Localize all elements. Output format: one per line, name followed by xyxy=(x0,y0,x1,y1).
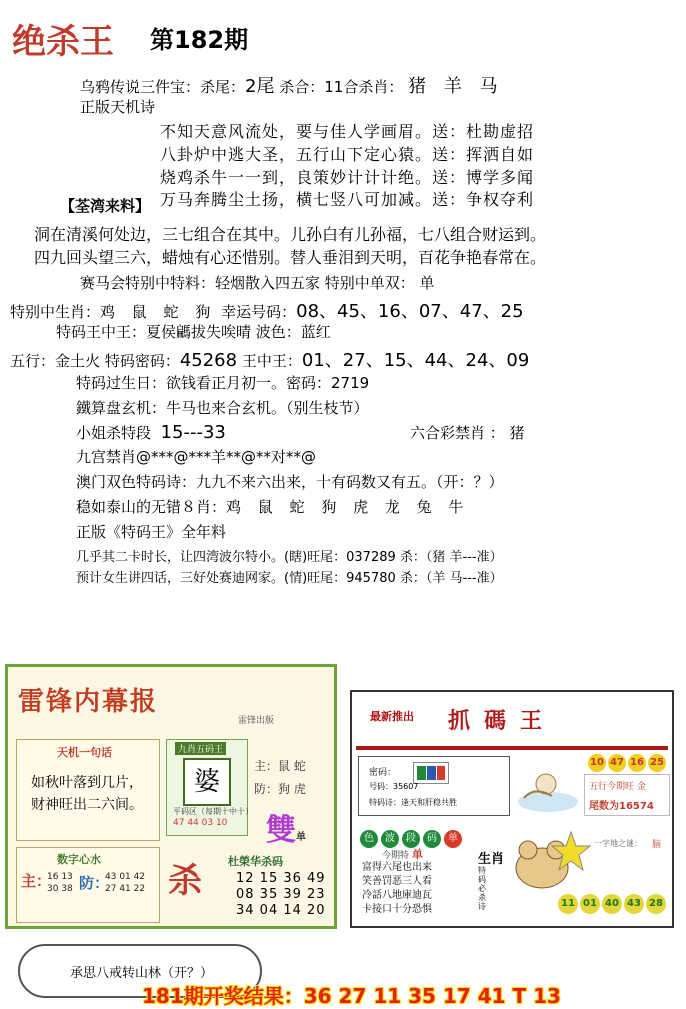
tmbx-label: 特码必杀诗 xyxy=(478,866,486,911)
riddle-answer: 脑 xyxy=(652,840,662,850)
dan-label: 今期特 xyxy=(382,851,410,861)
cartoon-icon xyxy=(512,762,584,820)
zhu-label: 主： xyxy=(21,872,52,890)
page-title: 绝杀王 xyxy=(12,22,114,62)
shuzi-box xyxy=(16,847,160,923)
xiaojie-line xyxy=(76,422,226,443)
tebie-label: 特别中生肖： xyxy=(10,303,101,321)
number-ball: 11 xyxy=(558,894,578,914)
guoshengri-line: 特码过生日：欲钱看正月初一。密码：2719 xyxy=(76,374,370,392)
mima-label: 特码密码： xyxy=(104,352,180,370)
poem-line: 八卦炉中逃大圣，五行山下定心猿。送：挥洒自如 xyxy=(160,145,535,164)
poem-label: 正版天机诗 xyxy=(80,98,156,116)
zhu-fang xyxy=(254,757,306,797)
wuxing-box xyxy=(584,774,670,816)
wuya-tail: 2尾 xyxy=(245,76,275,97)
zhengban-line: 正版《特码王》全年料 xyxy=(76,523,227,541)
jiugong-line: 九宫禁肖@***@***羊**@**对**@ xyxy=(76,448,317,466)
leifeng-subtitle: 雷锋出版 xyxy=(238,716,275,726)
shuang-char xyxy=(266,805,306,849)
jiuxiao-box xyxy=(166,739,253,836)
tema-poem: 特码诗：逢天和肝稳共胜 xyxy=(369,798,457,807)
number-ball: 16 xyxy=(628,754,646,772)
fang-label: 防： xyxy=(79,874,110,892)
star-cartoon-icon xyxy=(550,830,592,876)
wuxing-value: 金土火 xyxy=(55,352,101,370)
xiaojie-label: 小姐杀特段 xyxy=(76,424,152,442)
wuya-line xyxy=(80,72,504,98)
saima-line: 赛马会特别中特料：轻烟散入四五家 特别中单双： 单 xyxy=(80,274,435,292)
tianji-title: 天机一句话 xyxy=(57,746,112,759)
quanwan-line: 洞在清溪何处边，三七组合在其中。儿孙白有儿孙福，七八组合财运到。 xyxy=(34,225,547,244)
tianji-line: 如秋叶落到几片， xyxy=(31,775,143,791)
title-divider xyxy=(356,746,668,750)
number-ball: 28 xyxy=(646,894,666,914)
cloud-text: 承思八戒转山林（开？） xyxy=(70,966,214,981)
wenru-line xyxy=(76,496,469,517)
tebie-zodiacs: 鸡 鼠 蛇 狗 xyxy=(100,303,217,321)
fang-number: 43 01 42 xyxy=(105,872,146,882)
sha-char: 杀 xyxy=(168,861,202,901)
lucky-numbers: 08、45、16、07、47、25 xyxy=(296,301,524,322)
tags xyxy=(360,826,465,848)
poem-line: 万马奔腾尘土扬，横七竖八可加减。送：争权夺利 xyxy=(160,190,535,209)
xiaojie-value: 15---33 xyxy=(160,422,226,443)
verse-line: 冷話八地庫迪瓦 xyxy=(362,890,432,901)
leifeng-title: 雷锋内幕报 xyxy=(18,687,159,717)
dhm-line: 34 04 14 20 xyxy=(236,903,326,918)
tag-dan: 单 xyxy=(444,830,462,848)
pingma-label: 平码区（每期十中十） xyxy=(173,807,253,816)
code-box xyxy=(358,756,510,816)
tianji-line: 财神旺出二六间。 xyxy=(31,797,143,813)
wzw-label: 王中王： xyxy=(241,352,302,370)
tag-duan: 段 xyxy=(402,830,420,848)
number-ball: 47 xyxy=(608,754,626,772)
tiesuanpan-line: 鐵算盘玄机：牛马也来合玄机。（别生枝节） xyxy=(76,399,369,417)
aomen-line: 澳门双色特码诗：九九不来六出来，十有码数又有五。（开：？） xyxy=(76,473,504,491)
pingma-numbers: 47 44 03 10 xyxy=(173,818,228,828)
dhm-title: 杜榮华杀码 xyxy=(228,855,283,868)
temawang-line: 特码王中王：夏侯騗拔失唉晴 波色：蓝红 xyxy=(56,323,331,341)
jiuxiao-char: 婆 xyxy=(183,758,231,806)
code-number: 号码：35607 xyxy=(369,782,419,791)
zhuamawang-title: 抓碼王 xyxy=(448,708,557,734)
dhm-line: 12 15 36 49 xyxy=(236,871,326,886)
verse-line: 笑善罚恶三人看 xyxy=(362,876,432,887)
draw-result: 181期开奖结果：36 27 11 35 17 41 T 13 xyxy=(142,984,561,1008)
wuya-label: 乌鸦传说三件宝：杀尾： xyxy=(80,78,246,96)
mima-value: 45268 xyxy=(179,350,238,371)
wenru-label: 稳如泰山的无错８肖： xyxy=(76,498,227,516)
wuxing-text: 五行今期旺 金 xyxy=(589,782,646,792)
wuya-mid: 杀合：11合杀肖： xyxy=(279,78,404,96)
poem-line: 不知天意风流处，要与佳人学画眉。送：杜勘虚招 xyxy=(160,122,535,141)
tebie-line xyxy=(10,297,524,323)
dhm-line: 08 35 39 23 xyxy=(236,887,326,902)
zhu-number: 30 38 xyxy=(47,884,73,894)
jiuxiao-title: 九肖五码王 xyxy=(175,742,226,755)
shuang-text: 雙 xyxy=(266,813,296,848)
verse-line: 富得六尾也出来 xyxy=(362,862,432,873)
wuxing-label: 五行： xyxy=(10,352,56,370)
wuxing-line xyxy=(10,346,529,372)
liuhecai-line: 六合彩禁肖 ： 猪 xyxy=(410,424,525,442)
number-ball: 01 xyxy=(580,894,600,914)
tag-se: 色 xyxy=(360,830,378,848)
number-ball: 10 xyxy=(588,754,606,772)
issue-number: 第182期 xyxy=(150,26,249,54)
wenru-zodiacs: 鸡 鼠 蛇 狗 虎 龙 兔 牛 xyxy=(226,498,470,516)
lucky-label: 幸运号码： xyxy=(221,303,297,321)
leifeng-panel xyxy=(5,664,337,929)
quanwan-label: 【荃湾来料】 xyxy=(60,197,151,215)
fang-text: 防：狗 虎 xyxy=(254,782,306,796)
mima-label: 密码： xyxy=(369,768,397,778)
shuang-small: 单 xyxy=(296,832,306,843)
tag-ma: 码 xyxy=(423,830,441,848)
tag-bo: 波 xyxy=(381,830,399,848)
shengxiao-label: 生肖 xyxy=(478,852,505,867)
zuixin-tag: 最新推出 xyxy=(370,710,414,723)
dan-value: 单 xyxy=(411,848,423,861)
riddle-label: 一字地之谜： xyxy=(594,839,642,848)
zhu-text: 主：鼠 蛇 xyxy=(254,759,306,773)
wuya-zodiacs: 猪 羊 马 xyxy=(408,76,504,97)
quanwan-line: 四九回头望三六，蜡烛有心还惜别。替人垂泪到天明，百花争艳春常在。 xyxy=(34,248,547,267)
number-ball: 40 xyxy=(602,894,622,914)
tianji-box xyxy=(16,739,160,841)
verse-line: 卡接口十分恐惧 xyxy=(362,904,432,915)
info-line: 几乎其二卡时长，让四湾波尔特小。(瞎)旺尾：037289 杀：（猪 羊---准） xyxy=(76,550,503,565)
shuzi-title: 数字心水 xyxy=(57,853,101,866)
fang-number: 27 41 22 xyxy=(105,884,146,894)
weishu-text: 尾数为16574 xyxy=(589,801,654,812)
poem-line: 烧鸡杀牛一一到，良策妙计计计绝。送：博学多闻 xyxy=(160,168,535,187)
number-ball: 25 xyxy=(648,754,666,772)
info-line: 预计女生讲四话，三好处赛迪网家。(情)旺尾：945780 杀：（羊 马---准） xyxy=(76,571,503,586)
zhuamawang-panel xyxy=(350,690,674,928)
wzw-value: 01、27、15、44、24、09 xyxy=(301,350,530,371)
number-ball: 43 xyxy=(624,894,644,914)
zhu-number: 16 13 xyxy=(47,872,73,882)
